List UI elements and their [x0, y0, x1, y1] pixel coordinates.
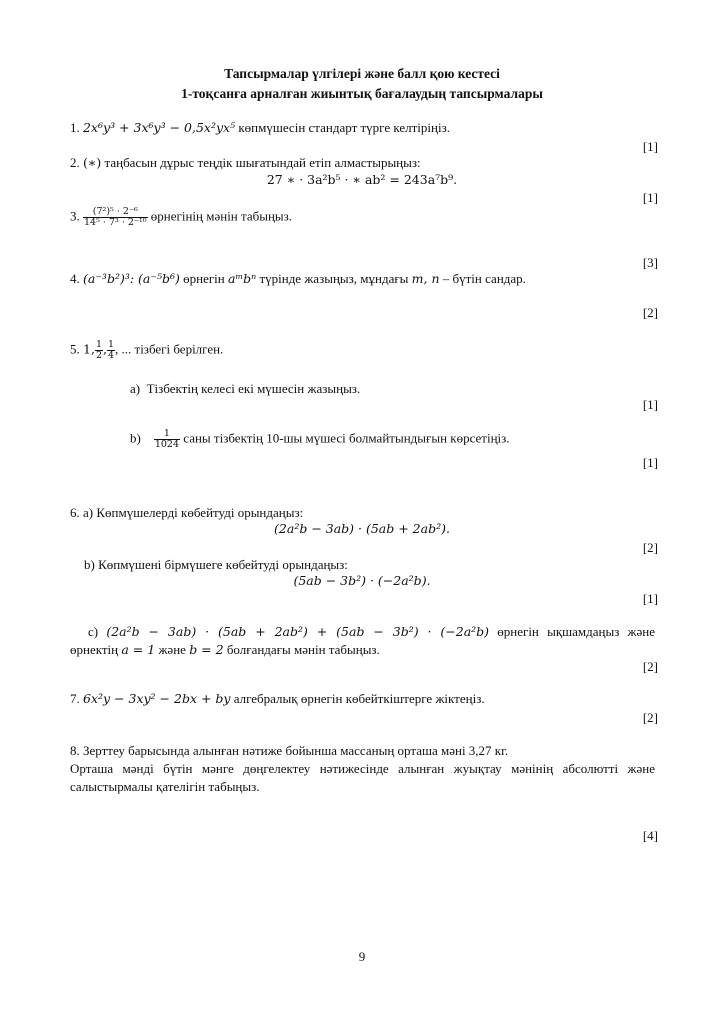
task-5: 5. 1, $\frac{1}{2}$ , $\frac{1}{4}$ , ... тізбегі берілген.	[70, 339, 224, 361]
task-6c-value-b: b = 2	[189, 642, 224, 657]
page-number: 9	[358, 949, 366, 964]
task-6a-expression: (2a²b − 3ab) · (5ab + 2ab²).	[274, 521, 450, 536]
task-4-expression: (a⁻³b²)³: (a⁻⁵b⁶)	[83, 271, 180, 286]
task-1	[70, 120, 450, 136]
task-6c-line1	[70, 624, 655, 640]
task-3-mark: [3]	[642, 255, 658, 270]
task-6c-value-a: a = 1	[121, 642, 156, 657]
task-6c-expression: (2a²b − 3ab) · (5ab + 2ab²) + (5ab − 3b²) · (−2a²b)	[106, 624, 490, 639]
task-5-seq-half-den: 2	[95, 350, 102, 361]
task-6c-text-2a: өрнектің	[70, 642, 119, 657]
task-5-seq-first: 1,	[83, 341, 95, 357]
task-5-seq-half	[95, 340, 103, 361]
task-7-expression: 6x²y − 3xy² − 2bx + by	[83, 691, 231, 706]
task-1-mark: [1]	[642, 139, 658, 154]
task-5-seq-half-num: 1	[95, 339, 102, 350]
task-1-number: 1.	[70, 120, 80, 135]
task-5a-label: a)	[130, 381, 141, 396]
task-5b-fraction	[154, 429, 180, 450]
task-8-mark: [4]	[642, 828, 658, 843]
task-6b-mark: [1]	[642, 591, 658, 606]
task-4-variables: m, n	[411, 271, 440, 286]
task-5-seq-quarter-den: 4	[107, 350, 115, 361]
task-4-form: aᵐbⁿ	[228, 271, 257, 286]
task-2-equation: 27 ∗ · 3a²b⁵ · ∗ ab² = 243a⁷b⁹.	[266, 172, 458, 187]
task-7-mark: [2]	[642, 710, 658, 725]
task-2-star: (∗)	[83, 155, 102, 170]
task-6c-mark: [2]	[642, 659, 658, 674]
task-7-text: алгебралық өрнегін көбейткіштерге жіктеңіз.	[233, 691, 485, 706]
task-1-text: көпмүшесін стандарт түрге келтіріңіз.	[238, 120, 450, 135]
task-1-expression: 2x⁶y³ + 3x⁶y³ − 0,5x²yx⁵	[83, 120, 236, 135]
task-3-text: өрнегінің мәнін табыңыз.	[150, 208, 293, 224]
task-5-seq-rest: , ... тізбегі берілген.	[115, 341, 224, 357]
task-8-line1: 8. Зерттеу барысында алынған нәтиже бойынша массаның орташа мәні 3,27 кг.	[70, 743, 509, 758]
task-2-mark: [1]	[642, 190, 658, 205]
task-4	[70, 271, 526, 287]
task-7-number: 7.	[70, 691, 80, 706]
task-3	[70, 207, 292, 228]
task-5b-fraction-den: 1024	[154, 439, 180, 450]
task-6c-text-2c: болғандағы мәнін табыңыз.	[226, 642, 380, 657]
task-4-number: 4.	[70, 271, 80, 286]
task-5a-mark: [1]	[642, 397, 658, 412]
task-2-number: 2.	[70, 155, 80, 170]
task-5-seq-quarter-num: 1	[107, 339, 115, 350]
task-8-line2: Орташа мәнді бүтін мәнге дөңгелектеу нәтижесінде алынған жуықтау мәнінің абсолютті және	[70, 761, 655, 776]
task-5a-text: Тізбектің келесі екі мүшесін жазыңыз.	[146, 381, 361, 396]
page-title: Тапсырмалар үлгілері және балл қою кестесі	[224, 66, 500, 81]
task-4-text-2: түрінде жазыңыз, мұндағы	[259, 271, 409, 286]
task-4-text-1: өрнегін	[183, 271, 225, 286]
task-5b	[130, 429, 510, 450]
task-6b-text: b) Көпмүшені бірмүшеге көбейтуді орындаңыз:	[84, 557, 348, 572]
task-5b-text: саны тізбектің 10-шы мүшесі болмайтындығын көрсетіңіз.	[183, 430, 510, 446]
task-6c-text-2b: және	[158, 642, 186, 657]
task-6c-line2	[70, 642, 380, 658]
page-subtitle: 1-тоқсанға арналған жиынтық бағалаудың тапсырмалары	[181, 86, 543, 101]
task-4-mark: [2]	[642, 305, 658, 320]
task-3-fraction-denominator: 14⁵ · 7³ · 2⁻¹⁰	[84, 217, 147, 228]
task-5b-label: b)	[130, 430, 141, 446]
task-6a-text: 6. a) Көпмүшелерді көбейтуді орындаңыз:	[70, 505, 304, 520]
task-2	[70, 155, 421, 171]
task-2-text: таңбасын дұрыс теңдік шығатындай етіп алмастырыңыз:	[104, 155, 421, 170]
task-8-line3: салыстырмалы қателігін табыңыз.	[70, 779, 260, 794]
task-6b-expression: (5ab − 3b²) · (−2a²b).	[293, 573, 431, 588]
task-6c-text-1: өрнегін ықшамдаңыз және	[497, 624, 656, 639]
task-3-number: 3.	[70, 208, 80, 224]
task-4-text-3: – бүтін сандар.	[442, 271, 526, 286]
task-5b-mark: [1]	[642, 455, 658, 470]
task-7	[70, 691, 485, 707]
task-6a-mark: [2]	[642, 540, 658, 555]
task-6c-label: c)	[88, 624, 99, 639]
task-3-fraction-numerator: (7²)⁵ · 2⁻⁶	[83, 207, 148, 218]
task-3-fraction	[83, 207, 148, 228]
task-5a	[130, 381, 360, 397]
task-5b-fraction-num: 1	[154, 429, 180, 440]
task-5-seq-quarter	[107, 340, 115, 361]
task-5-number: 5.	[70, 341, 80, 357]
